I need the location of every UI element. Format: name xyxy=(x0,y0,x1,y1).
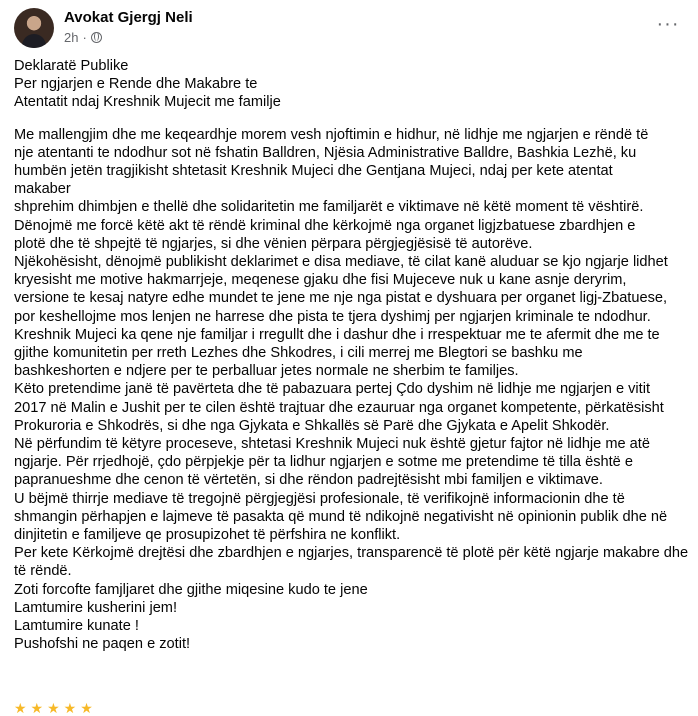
body-line: dinjitetin e familjeve qe prosupizohet të përfshira ne konflikt. xyxy=(14,527,401,544)
body-line: Prokuroria e Shkodrës, si dhe nga Gjykata e Shkallës së Parë dhe Gjykata e Apelit Shkodër. xyxy=(14,417,610,434)
title-line: Deklaratë Publike xyxy=(14,58,129,74)
body-line: Dënojmë me forcë këtë akt të rëndë kriminal dhe kërkojmë nga organet ligjzbatuese zbardhjen e xyxy=(14,217,636,234)
body-line: Lamtumire kunate ! xyxy=(14,618,139,635)
title-line: Atentatit ndaj Kreshnik Mujecit me familje xyxy=(14,94,281,111)
body-line: Këto pretendime janë të pavërteta dhe të pabazuara pertej Çdo dyshim në lidhje me ngjarjen e vitit xyxy=(14,381,651,398)
post-meta xyxy=(64,30,102,45)
body-line: Per kete Kërkojmë drejtësi dhe zbardhjen e ngjarjes, transparencë të plotë për këtë ngjarje makabre dhe xyxy=(14,545,689,562)
body-line: plotë dhe të shpejtë të ngjarjes, si dhe vënien përpara përgjegjësisë të autorëve. xyxy=(14,235,533,252)
body-line: versione te kesaj natyre edhe mundet te jene me nje nga pistat e dyshuara per organet ligj-Zbatuese, xyxy=(14,290,668,307)
body-line: Kreshnik Mujeci ka qene nje familjar i rregullt dhe i dashur dhe i rrespektuar me te afermit dhe me te xyxy=(14,326,660,343)
globe-icon xyxy=(91,32,102,43)
meta-dot: · xyxy=(82,30,87,45)
post-body-block xyxy=(14,126,690,654)
star-emojis: ★★★★★ xyxy=(14,700,97,716)
post-header xyxy=(14,6,684,50)
author-avatar[interactable] xyxy=(14,8,54,48)
body-line: 2017 në Malin e Jushit per te cilen është trajtuar dhe ezauruar nga organet kompetente, përkatësisht xyxy=(14,399,664,416)
post-title-block xyxy=(14,57,690,112)
body-line: Zoti forcofte famjljaret dhe gjithe miqesine kudo te jene xyxy=(14,581,368,598)
body-line: papranueshme dhe cenon të vërtetën, si dhe rëndon padrejtësisht mbi familjen e viktimave. xyxy=(14,472,603,489)
post-time[interactable]: 2h xyxy=(64,30,79,45)
body-line: nje atentanti te ndodhur sot në fshatin Balldren, Njësia Administrative Balldre, Bashkia Lezhë, ku xyxy=(14,144,637,161)
body-line: gjithe komunitetin per rreth Lezhes dhe Shkodres, i cili merrej me Blegtori se bashku me xyxy=(14,345,583,362)
body-line: makaber xyxy=(14,181,71,198)
author-name[interactable]: Avokat Gjergj Neli xyxy=(64,9,193,26)
body-line: ngjarje. Për rrjedhojë, çdo përpjekje për ta lidhur ngjarjen e sotme me pretendime të tilla është e xyxy=(14,454,633,471)
title-line: Per ngjarjen e Rende dhe Makabre te xyxy=(14,76,258,93)
body-line: Lamtumire kusherini jem! xyxy=(14,599,178,616)
body-line: Pushofshi ne paqen e zotit! xyxy=(14,636,191,653)
body-line: kryesisht me motive hakmarrjeje, meqenese gjaku dhe fisi Mujeceve nuk u kane asnje deryrim, xyxy=(14,272,627,289)
body-line: të rëndë. xyxy=(14,563,72,580)
body-line: Njëkohësisht, dënojmë publikisht deklarimet e disa mediave, të cilat kanë aluduar se kjo ngjarje lidhet xyxy=(14,254,668,271)
body-line: por keshellojme mos lenjen ne harrese dhe pista te tjera dyshimj per ngjarjen kriminale te ndodhur. xyxy=(14,308,651,325)
body-line: bashkeshorten e ndjere per te perballuar jetes normale ne sherbim te familjes. xyxy=(14,363,519,380)
body-line: Në përfundim të këtyre proceseve, shtetasi Kreshnik Mujeci nuk është gjetur fajtor në lidhje me atë xyxy=(14,436,650,453)
body-line: shprehim dhimbjen e thellë dhe solidaritetin me familjarët e viktimave në këtë moment të vështirë. xyxy=(14,199,644,216)
more-options-icon[interactable]: ··· xyxy=(656,12,680,35)
body-line: humbën jetën tragjikisht shtetasit Kreshnik Mujeci dhe Gentjana Mujeci, ndaj per kete atentat xyxy=(14,163,613,180)
post-text xyxy=(14,57,690,654)
body-line: shmangin përhapjen e lajmeve të pasakta që mund të ndikojnë negativisht në opinionin publik dhe në xyxy=(14,508,668,525)
body-line: Me mallengjim dhe me keqeardhje morem vesh njoftimin e hidhur, në lidhje me ngjarjen e rëndë të xyxy=(14,126,649,143)
body-line: U bëjmë thirrje mediave të tregojnë përgjegjësi profesionale, të verifikojnë informacionin dhe të xyxy=(14,490,625,507)
